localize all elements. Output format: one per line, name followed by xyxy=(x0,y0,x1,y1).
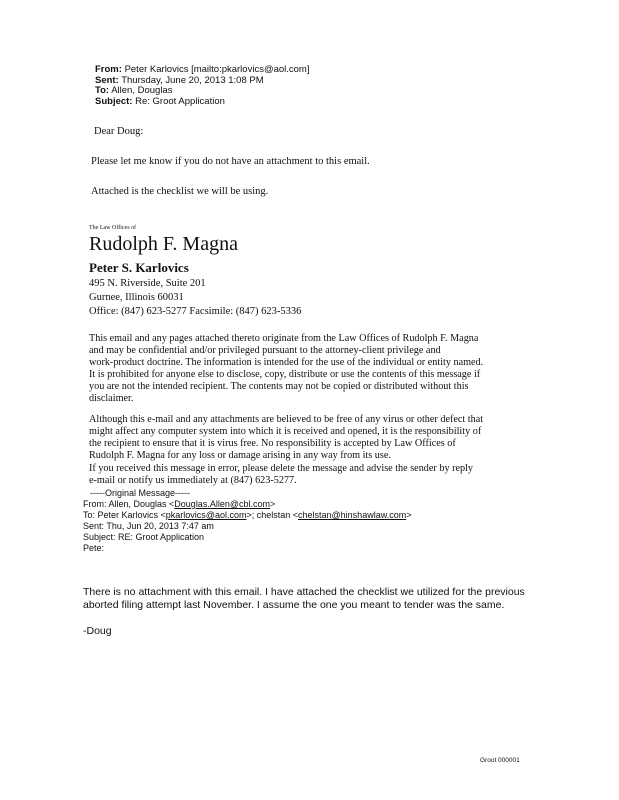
to-email-link-2[interactable]: chelstan@hinshawlaw.com xyxy=(298,510,407,520)
disclaimer-line: work-product doctrine. The information is intended for the use of the individual or entity named. xyxy=(89,357,484,368)
header-from: From: Peter Karlovics [mailto:pkarlovics@aol.com] xyxy=(95,64,310,75)
bates-number: Groot 000001 xyxy=(480,757,520,764)
disclaimer-line: Rudolph F. Magna for any loss or damage arising in any way from its use. xyxy=(89,450,391,461)
from-email-link[interactable]: Douglas.Allen@cbl.com xyxy=(174,499,270,509)
disclaimer-line: you are not the intended recipient. The contents may not be copied or distributed without this xyxy=(89,381,469,392)
header-to: To: Allen, Douglas xyxy=(95,85,173,96)
greeting: Dear Doug: xyxy=(94,126,144,137)
disclaimer-line: might affect any computer system into which it is received and opened, it is the responsibility of xyxy=(89,426,482,437)
reply-signoff: -Doug xyxy=(83,625,112,637)
header-sent: Sent: Thursday, June 20, 2013 1:08 PM xyxy=(95,74,264,86)
message-line-1: Please let me know if you do not have an attachment to this email. xyxy=(91,156,370,167)
disclaimer-line: e-mail or notify us immediately at (847) 623-5277. xyxy=(89,475,297,486)
phone-numbers: Office: (847) 623-5277 Facsimile: (847) 623-5336 xyxy=(89,306,302,317)
original-sent: Sent: Thu, Jun 20, 2013 7:47 am xyxy=(83,521,214,531)
email-header xyxy=(95,65,310,107)
address-line-1: 495 N. Riverside, Suite 201 xyxy=(89,278,206,289)
message-line-2: Attached is the checklist we will be using. xyxy=(91,186,269,197)
law-offices-of: The Law Offices of xyxy=(89,225,137,231)
reply-line-2: aborted filing attempt last November. I assume the one you meant to tender was the same. xyxy=(83,599,505,611)
disclaimer-line: the recipient to ensure that it is virus free. No responsibility is accepted by Law Offices of xyxy=(89,438,456,449)
disclaimer-line: It is prohibited for anyone else to disclose, copy, distribute or use the contents of this message if xyxy=(89,369,481,380)
to-email-link-1[interactable]: pkarlovics@aol.com xyxy=(165,510,247,520)
disclaimer-line: disclaimer. xyxy=(89,393,134,404)
reply-line-1: There is no attachment with this email. I have attached the checklist we utilized for the previous xyxy=(83,586,525,598)
disclaimer-line: If you received this message in error, please delete the message and advise the sender by reply xyxy=(89,463,474,474)
firm-name: Rudolph F. Magna xyxy=(89,233,238,255)
disclaimer-line: This email and any pages attached thereto originate from the Law Offices of Rudolph F. Magna xyxy=(89,333,479,344)
disclaimer-line: Although this e-mail and any attachments are believed to be free of any virus or other defect that xyxy=(89,414,484,425)
disclaimer-line: and may be confidential and/or privileged pursuant to the attorney-client privilege and xyxy=(89,345,441,356)
attorney-name: Peter S. Karlovics xyxy=(89,260,189,275)
original-to: To: Peter Karlovics <pkarlovics@aol.com>; chelstan <chelstan@hinshawlaw.com> xyxy=(83,510,412,520)
original-subject: Subject: RE: Groot Application xyxy=(83,532,205,542)
address-line-2: Gurnee, Illinois 60031 xyxy=(89,292,184,303)
original-from: From: Allen, Douglas <Douglas.Allen@cbl.com> xyxy=(83,499,276,509)
original-message-separator: -----Original Message----- xyxy=(90,488,191,498)
header-subject: Subject: Re: Groot Application xyxy=(95,95,225,107)
original-salutation: Pete: xyxy=(83,543,105,553)
